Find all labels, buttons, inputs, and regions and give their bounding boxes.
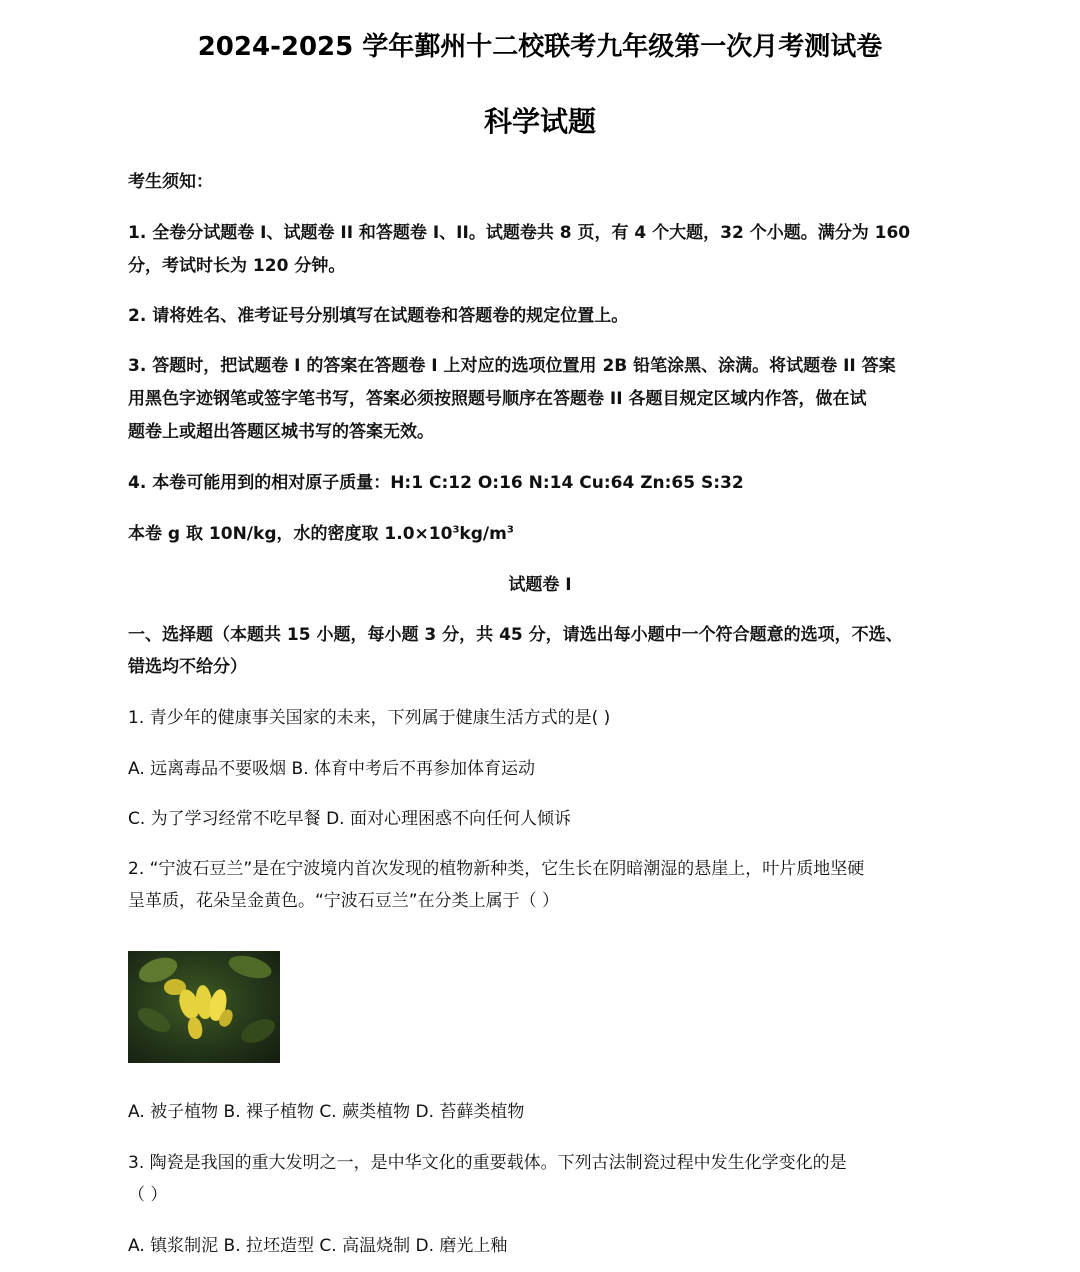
question-2-stem-line-1: 2. “宁波石豆兰”是在宁波境内首次发现的植物新种类，它生长在阴暗潮湿的悬崖上，叶片质地坚硬 — [128, 859, 865, 879]
paper-title: 试题卷 I — [508, 575, 572, 595]
question-3-stem-line-2: （ ） — [128, 1185, 168, 1205]
question-3-options: A. 镇浆制泥 B. 拉坯造型 C. 高温烧制 D. 磨光上釉 — [128, 1236, 508, 1256]
question-2-options: A. 被子植物 B. 裸子植物 C. 蕨类植物 D. 苔藓类植物 — [128, 1102, 525, 1122]
question-1-stem: 1. 青少年的健康事关国家的未来，下列属于健康生活方式的是( ) — [128, 708, 611, 728]
notice-item-3-line-2: 用黑色字迹钢笔或签字笔书写，答案必须按照题号顺序在答题卷 II 各题目规定区域内作答，做在试 — [128, 389, 867, 409]
notice-item-2: 2. 请将姓名、准考证号分别填写在试题卷和答题卷的规定位置上。 — [128, 306, 629, 326]
constants-prefix: 本卷 g 取 10N/kg，水的密度取 1.0×10 — [128, 524, 453, 544]
question-2-stem-line-2: 呈革质，花朵呈金黄色。“宁波石豆兰”在分类上属于（ ） — [128, 891, 560, 911]
exam-subtitle: 科学试题 — [483, 105, 596, 138]
question-3-stem-line-1: 3. 陶瓷是我国的重大发明之一，是中华文化的重要载体。下列古法制瓷过程中发生化学变化的是 — [128, 1153, 847, 1173]
exam-title: 2024-2025 学年鄞州十二校联考九年级第一次月考测试卷 — [197, 32, 883, 62]
constants-unit: kg/m — [459, 524, 507, 544]
constants-unit-exponent: 3 — [506, 524, 514, 536]
notice-constants — [128, 518, 958, 550]
question-1-options-cd: C. 为了学习经常不吃早餐 D. 面对心理困惑不向任何人倾诉 — [128, 809, 571, 829]
notice-heading: 考生须知： — [128, 172, 213, 192]
notice-item-3-line-3: 题卷上或超出答题区城书写的答案无效。 — [128, 422, 434, 442]
constants-exponent: 3 — [452, 524, 460, 536]
notice-item-4: 4. 本卷可能用到的相对原子质量：H:1 C:12 O:16 N:14 Cu:64 Zn:65 S:32 — [128, 473, 744, 493]
part-heading-line-1: 一、选择题（本题共 15 小题，每小题 3 分，共 45 分，请选出每小题中一个符合题意的选项，不选、 — [128, 625, 903, 645]
part-heading-line-2: 错选均不给分） — [128, 657, 247, 677]
notice-item-3-line-1: 3. 答题时，把试题卷 I 的答案在答题卷 I 上对应的选项位置用 2B 铅笔涂黑、涂满。将试题卷 II 答案 — [128, 356, 896, 376]
notice-item-1-line-2: 分，考试时长为 120 分钟。 — [128, 256, 346, 276]
notice-item-1-line-1: 1. 全卷分试题卷 I、试题卷 II 和答题卷 I、II。试题卷共 8 页，有 4 个大题，32 个小题。满分为 160 — [128, 223, 911, 243]
question-1-options-ab: A. 远离毒品不要吸烟 B. 体育中考后不再参加体育运动 — [128, 759, 536, 779]
orchid-flower-photo — [128, 951, 280, 1063]
